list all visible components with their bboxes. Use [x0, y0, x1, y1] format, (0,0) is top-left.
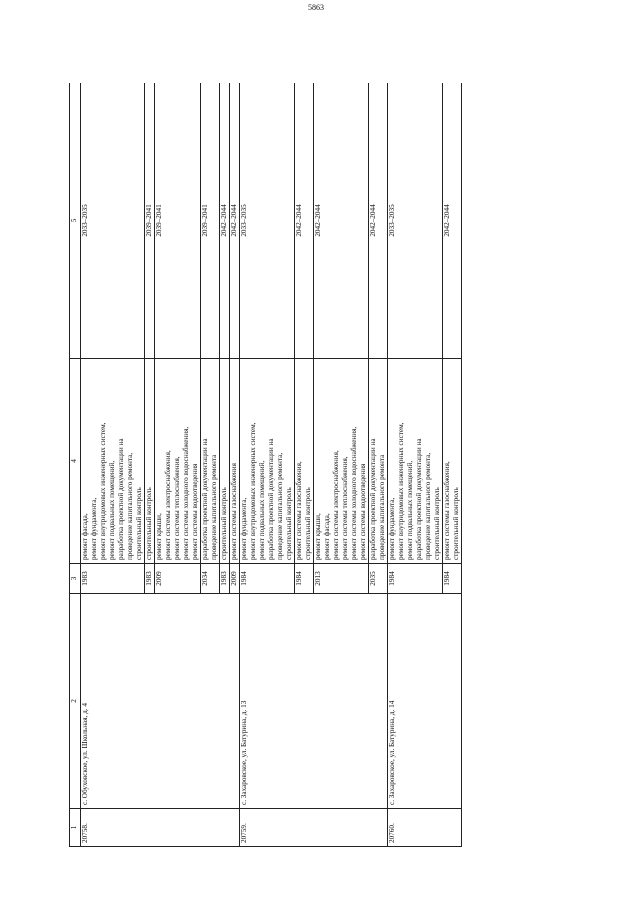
work-line: ремонт системы газоснабжения,: [295, 461, 303, 560]
construction-year: 1984: [295, 564, 314, 594]
repair-schedule-table: [69, 83, 462, 847]
construction-year: 2013: [314, 564, 369, 594]
construction-year: 1984: [240, 564, 295, 594]
work-types: [443, 359, 462, 564]
work-line: разработка проектной документации на: [369, 438, 377, 560]
work-line: ремонт фундамента,: [90, 497, 98, 560]
work-line: строительный контроль: [304, 487, 312, 560]
work-line: разработка проектной документации на: [415, 438, 423, 560]
repair-period: 2042–2044: [220, 83, 230, 359]
repair-period: 2033–2035: [81, 83, 145, 359]
object-address: с. Захаровское, ул. Батурина, д. 13: [240, 594, 388, 809]
construction-year: 2009: [155, 564, 201, 594]
construction-year: 2009: [230, 564, 240, 594]
construction-year: 1983: [81, 564, 145, 594]
object-address: с. Захаровское, ул. Батурина, д. 14: [388, 594, 462, 809]
table-body: [81, 83, 462, 847]
work-line: ремонт фундамента,: [240, 497, 248, 560]
object-number: 20759.: [240, 809, 388, 847]
table-row: [388, 83, 443, 847]
header-col-3: 3: [70, 564, 81, 594]
work-types: [230, 359, 240, 564]
work-line: ремонт фундамента,: [388, 497, 396, 560]
work-line: ремонт фасада,: [323, 513, 331, 560]
work-line: ремонт системы теплоснабжения,: [173, 456, 181, 560]
work-line: проведение капитального ремонта,: [424, 452, 432, 560]
work-line: проведение капитального ремонта: [210, 454, 218, 560]
work-line: ремонт системы водоотведения: [359, 463, 367, 560]
work-line: проведение капитального ремонта: [378, 454, 386, 560]
work-line: ремонт внутридомовых инженерных систем,: [99, 422, 107, 560]
header-col-5: 5: [70, 83, 81, 359]
object-number: 20758.: [81, 809, 240, 847]
repair-period: 2039–2041: [145, 83, 155, 359]
work-line: строительный контроль: [452, 487, 460, 560]
work-line: ремонт системы электроснабжения,: [332, 450, 340, 560]
work-line: проведение капитального ремонта,: [276, 452, 284, 560]
work-types: [314, 359, 369, 564]
header-col-1: 1: [70, 809, 81, 847]
work-line: разработка проектной документации на: [117, 438, 125, 560]
work-line: ремонт системы водоотведения: [191, 463, 199, 560]
construction-year: 2035: [369, 564, 388, 594]
work-line: ремонт системы холодного водоснабжения,: [350, 426, 358, 560]
work-types: [388, 359, 443, 564]
work-line: строительный контроль: [145, 487, 153, 560]
work-line: строительный контроль: [135, 487, 143, 560]
construction-year: 1984: [388, 564, 443, 594]
repair-period: 2039–2041: [201, 83, 220, 359]
table-frame: [69, 83, 601, 847]
work-line: строительный контроль: [433, 487, 441, 560]
work-line: ремонт подвальных помещений,: [406, 460, 414, 560]
work-types: [220, 359, 230, 564]
work-types: [145, 359, 155, 564]
header-col-4: 4: [70, 359, 81, 564]
work-line: ремонт фасада,: [81, 513, 89, 560]
work-types: [81, 359, 145, 564]
repair-period: 2042–2044: [314, 83, 369, 359]
construction-year: 1983: [220, 564, 230, 594]
repair-period: 2033–2035: [388, 83, 443, 359]
repair-period: 2042–2044: [369, 83, 388, 359]
construction-year: 1984: [443, 564, 462, 594]
work-types: [240, 359, 295, 564]
work-line: ремонт внутридомовых инженерных систем,: [249, 422, 257, 560]
work-line: ремонт крыши,: [155, 513, 163, 560]
work-line: ремонт подвальных помещений,: [108, 460, 116, 560]
repair-period: 2042–2044: [295, 83, 314, 359]
header-col-2: 2: [70, 594, 81, 809]
repair-period: 2042–2044: [443, 83, 462, 359]
page-number: 5863: [308, 3, 324, 12]
work-line: ремонт подвальных помещений,: [258, 460, 266, 560]
repair-period: 2039–2041: [155, 83, 201, 359]
table-row: [81, 83, 145, 847]
work-types: [201, 359, 220, 564]
work-types: [295, 359, 314, 564]
work-line: проведение капитального ремонта,: [126, 452, 134, 560]
work-line: ремонт системы холодного водоснабжения,: [182, 426, 190, 560]
object-number: 20760.: [388, 809, 462, 847]
work-line: разработка проектной документации на: [201, 438, 209, 560]
repair-period: 2033–2035: [240, 83, 295, 359]
work-line: строительный контроль: [220, 487, 228, 560]
work-line: ремонт системы газоснабжения: [230, 463, 238, 560]
rotated-table-container: [69, 83, 601, 847]
table-row: [240, 83, 295, 847]
object-address: с. Обуховское, ул. Школьная, д. 4: [81, 594, 240, 809]
work-line: строительный контроль: [285, 487, 293, 560]
work-line: ремонт системы газоснабжения,: [443, 461, 451, 560]
header-row: [70, 83, 81, 847]
construction-year: 2034: [201, 564, 220, 594]
work-line: ремонт крыши,: [314, 513, 322, 560]
work-types: [155, 359, 201, 564]
construction-year: 1983: [145, 564, 155, 594]
work-line: ремонт системы теплоснабжения,: [341, 456, 349, 560]
repair-period: 2042–2044: [230, 83, 240, 359]
work-line: разработка проектной документации на: [267, 438, 275, 560]
work-line: ремонт внутридомовых инженерных систем,: [397, 422, 405, 560]
work-types: [369, 359, 388, 564]
work-line: ремонт системы электроснабжения,: [164, 450, 172, 560]
